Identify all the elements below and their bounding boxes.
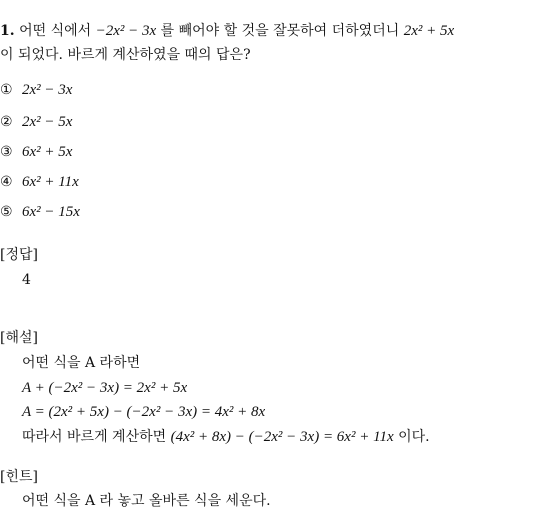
choice-marker: ④ — [0, 174, 13, 190]
choice-marker: ② — [0, 114, 13, 130]
explanation-label: [해설] — [0, 330, 38, 346]
question-expression-2: 2x² + 5x — [403, 23, 455, 39]
question-expression-1: −2x² − 3x — [95, 23, 157, 39]
choice-marker: ⑤ — [0, 204, 13, 220]
explanation-line-2: A + (−2x² − 3x) = 2x² + 5x — [22, 380, 188, 396]
choice-1[interactable] — [0, 81, 72, 99]
question-line-2: 이 되었다. 바르게 계산하였을 때의 답은? — [0, 47, 251, 63]
hint-text: 어떤 식을 A 라 놓고 올바른 식을 세운다. — [22, 493, 271, 509]
choice-2[interactable] — [0, 113, 72, 131]
explanation-line-4 — [22, 428, 430, 446]
explanation-line-4-suffix: 이다. — [398, 429, 430, 445]
choice-expression: 6x² + 11x — [22, 174, 79, 190]
choice-marker: ① — [0, 82, 13, 98]
choice-3[interactable] — [0, 143, 72, 161]
question-text-middle: 를 빼어야 할 것을 잘못하여 더하였더니 — [160, 23, 400, 39]
choice-marker: ③ — [0, 144, 13, 160]
choice-expression: 2x² − 5x — [22, 114, 73, 130]
explanation-line-4-text: 따라서 바르게 계산하면 — [22, 429, 167, 445]
explanation-line-1: 어떤 식을 A 라하면 — [22, 355, 141, 371]
choice-4[interactable] — [0, 173, 79, 191]
question-line-1 — [0, 22, 454, 40]
question-text-prefix: 어떤 식에서 — [19, 23, 92, 39]
question-number: 1. — [0, 23, 15, 39]
choice-5[interactable] — [0, 203, 80, 221]
choice-expression: 2x² − 3x — [22, 82, 73, 98]
choice-expression: 6x² + 5x — [22, 144, 73, 160]
answer-value: 4 — [22, 272, 31, 288]
explanation-line-4-expression: (4x² + 8x) − (−2x² − 3x) = 6x² + 11x — [170, 429, 394, 445]
choice-expression: 6x² − 15x — [22, 204, 80, 220]
explanation-line-3: A = (2x² + 5x) − (−2x² − 3x) = 4x² + 8x — [22, 404, 266, 420]
answer-label: [정답] — [0, 247, 38, 263]
hint-label: [힌트] — [0, 469, 38, 485]
